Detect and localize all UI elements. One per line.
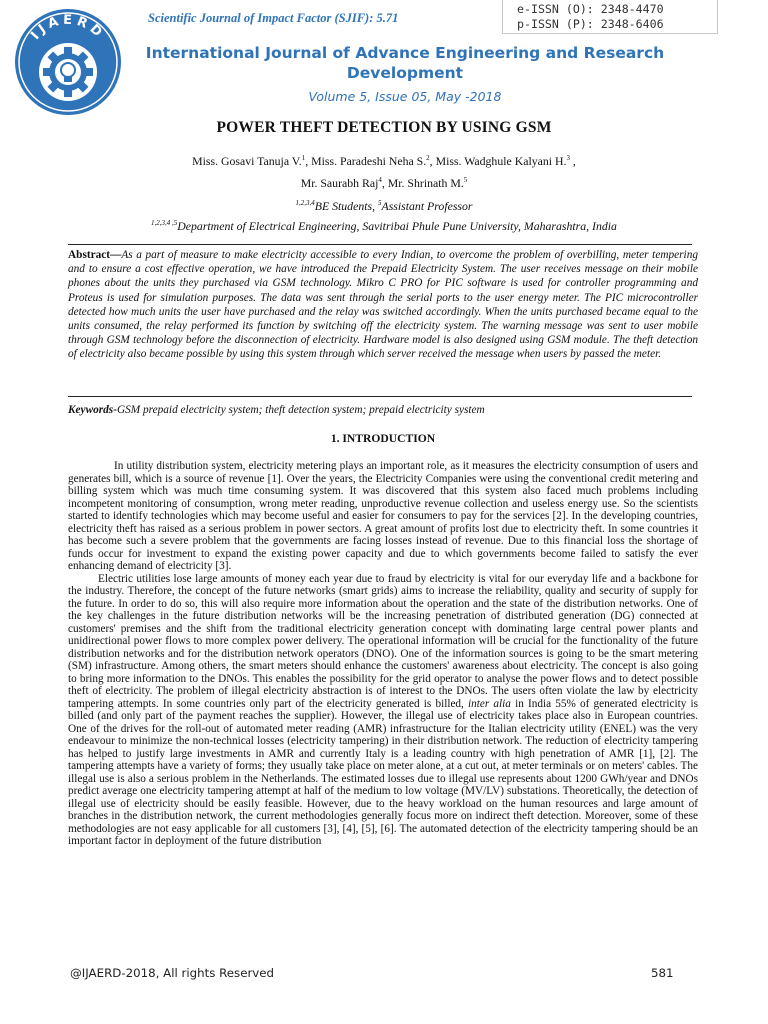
sjif-line: Scientific Journal of Impact Factor (SJIF): 5.71 bbox=[148, 11, 399, 25]
paragraph-2 bbox=[68, 573, 698, 848]
abstract-text: As a part of measure to make electricity accessible to every Indian, to overcome the problem of overbilling, meter tempering and to ensure a cost effective operation, we have introduced the Prepaid Electricity System. The user receives message on their mobile phones about the units they purchased via GSM technology. Mikro C PRO for PIC software is used for controller programming and Proteus is used for simulation purposes. The data was sent through the serial ports to the user energy meter. The PIC microcontroller detected how much units the user have purchased and the relay was switched accordingly. When the units purchased became equal to the units consumed, the relay performed its function by switching off the electricity system. The warning message was sent to user mobile through GSM technology before the disconnection of electricity. Hardware model is also designed using GSM module. The theft detection of electricity also became possible by using this system through which server received the message when users by passed the meter. bbox=[68, 249, 698, 361]
affil-sup-students: 1,2,3,4 bbox=[295, 199, 315, 208]
abstract bbox=[68, 248, 698, 362]
journal-name-line1: International Journal of Advance Engineering and Research bbox=[145, 44, 665, 62]
author-l1-sup-1: 2 bbox=[426, 154, 430, 163]
keywords bbox=[68, 404, 698, 416]
footer-copyright: @IJAERD-2018, All rights Reserved bbox=[70, 966, 275, 980]
author-l1-name-2: Miss. Wadghule Kalyani H. bbox=[435, 154, 567, 168]
affiliation-department bbox=[60, 216, 708, 236]
journal-name-line2: Development bbox=[346, 64, 464, 82]
abstract-top-rule bbox=[68, 244, 692, 245]
paragraph-2-part-b: in India 55% of generated electricity is billed (and only part of the payment reaches the supplier). However, the illegal use of electricity takes place also in European countries. One of the drives for the roll-out of automated meter reading (AMR) infrastructure for the Italian electricity utility (ENEL) was the very endeavour to minimize the non-technical losses (electricity tampering) in their distribution network. The reduction of electricity tampering has helped to justify large investments in AMR and currently Italy is a leading country with high penetration of AMR [1], [2]. The tampering attempts have a variety of forms; they usually take place on meter alone, at a cut out, at meter terminals or on meters' cables. The illegal use is also a serious problem in the Netherlands. The estimated losses due to illegal use represents about 1200 GWh/year and DNOs predict average one electricity tampering attempt at half of the medium to low voltage (MV/LV) substations. Theoretically, the detection of illegal use of electricity should be easily feasible. However, due to the heavy workload on the human resources and large amount of branches in the distribution network, the current methodologies generally focus more on indirect theft detection. Moreover, some of these methodologies are not easy applicable for all customers [3], [4], [5], [6]. The automated detection of the electricity tampering should be an important factor in deployment of the future distribution bbox=[68, 697, 699, 847]
introduction-body bbox=[68, 460, 698, 848]
abstract-bottom-rule bbox=[68, 396, 692, 397]
author-l1-sup-0: 1 bbox=[301, 154, 306, 163]
paper-title: POWER THEFT DETECTION BY USING GSM bbox=[216, 119, 552, 136]
section-heading-introduction: 1. INTRODUCTION bbox=[330, 432, 436, 445]
author-l1-sep-0: , bbox=[305, 154, 312, 168]
issn-box bbox=[502, 0, 718, 34]
author-l2-sep-0: , bbox=[381, 176, 388, 190]
abstract-dash: — bbox=[110, 249, 122, 261]
author-l2-sup-0: 4 bbox=[378, 176, 382, 185]
author-l1-name-1: Miss. Paradeshi Neha S. bbox=[311, 154, 427, 168]
keywords-text: GSM prepaid electricity system; theft detection system; prepaid electricity system bbox=[116, 404, 485, 416]
author-l2-name-0: Mr. Saurabh Raj bbox=[300, 176, 379, 190]
affil-professor: Assistant Professor bbox=[381, 199, 473, 213]
paragraph-2-italic: inter alia bbox=[468, 697, 511, 710]
authors bbox=[60, 150, 708, 194]
author-l2-name-1: Mr. Shrinath M. bbox=[387, 176, 464, 190]
svg-text:IJAERD: IJAERD bbox=[28, 12, 108, 43]
journal-name bbox=[140, 43, 670, 83]
author-l1-sep-1: , bbox=[429, 154, 436, 168]
keywords-label: Keywords- bbox=[68, 404, 117, 416]
paragraph-2-part-a: Electric utilities lose large amounts of money each year due to fraud by electricity is vital for our everyday life and a backbone for the industry. Therefore, the concept of the future networks (smart grids) aims to increase the reliability, quality and security of supply for the future. In order to do so, this will also require more information about the operation and the state of the distribution networks. One of the key challenges in the future distribution networks will be the increasing penetration of distributed generation (DG) connected at customers' premises and the shift from the traditional electricity generation concept with dominating large central power plants and unidirectional power flows to more complex power delivery. The operational information will be crucial for the functionality of the future distribution networks and for the distribution network operators (DNO). One of the information sources is going to be the smart metering (SM) infrastructure. Among others, the smart meters should enhance the customers' awareness about electricity. The concept is also going to bring more information to the DNOs. This enables the possibility for the grid operator to analyse the power flows and to detect possible theft of electricity. The problem of illegal electricity abstraction is of interest to the DNOs. The users often violate the law by electricity tampering attempts. In some countries only part of the electricity generated is billed, bbox=[68, 572, 698, 710]
affiliation-roles bbox=[60, 196, 708, 216]
affiliations bbox=[60, 196, 708, 236]
authors-line-1 bbox=[60, 150, 708, 172]
journal-logo bbox=[12, 6, 124, 118]
affil-sup-professor: 5 bbox=[378, 199, 382, 208]
pissn: p-ISSN (P): 2348-6406 bbox=[517, 17, 664, 31]
abstract-label: Abstract bbox=[68, 249, 111, 261]
affil-sup-department: 1,2,3,4 ,5 bbox=[151, 219, 178, 228]
author-l1-sep-2: , bbox=[569, 154, 576, 168]
affil-students: BE Students, bbox=[314, 199, 378, 213]
footer-page-number: 581 bbox=[651, 966, 674, 980]
affil-department: Department of Electrical Engineering, Savitribai Phule Pune University, Maharashtra, India bbox=[177, 219, 617, 233]
eissn: e-ISSN (O): 2348-4470 bbox=[517, 2, 664, 16]
authors-line-2 bbox=[60, 172, 708, 194]
paragraph-1: In utility distribution system, electricity metering plays an important role, as it measures the electricity consumption of users and generates bill, which is a source of revenue [1]. Over the years, the Electricity Companies were using the conventional credit metering and billing system which was much time consuming system. It was discovered that this system also faced much problems including incompetent monitoring of consumption, wrong meter reading, unproductive revenue collection and useless energy use. So the scientists started to identify technologies which may become useful and easier for consumers to pay for the services [2]. In the developing countries, electricity theft has raised as a serious problem in power sectors. A great amount of profits lost due to electricity theft. In some countries it has become such a severe problem that the governments are facing losses instead of revenue. Due to this financial loss the shortage of funds occur for investment to expand the existing power capacity and due to which governments become failed to satisfy the ever enhancing demand of electricity [3]. bbox=[68, 460, 698, 572]
author-l1-name-0: Miss. Gosavi Tanuja V. bbox=[192, 154, 302, 168]
author-l2-sup-1: 5 bbox=[463, 176, 468, 185]
volume-issue: Volume 5, Issue 05, May -2018 bbox=[308, 89, 502, 104]
author-l1-sup-2: 3 bbox=[566, 154, 570, 163]
